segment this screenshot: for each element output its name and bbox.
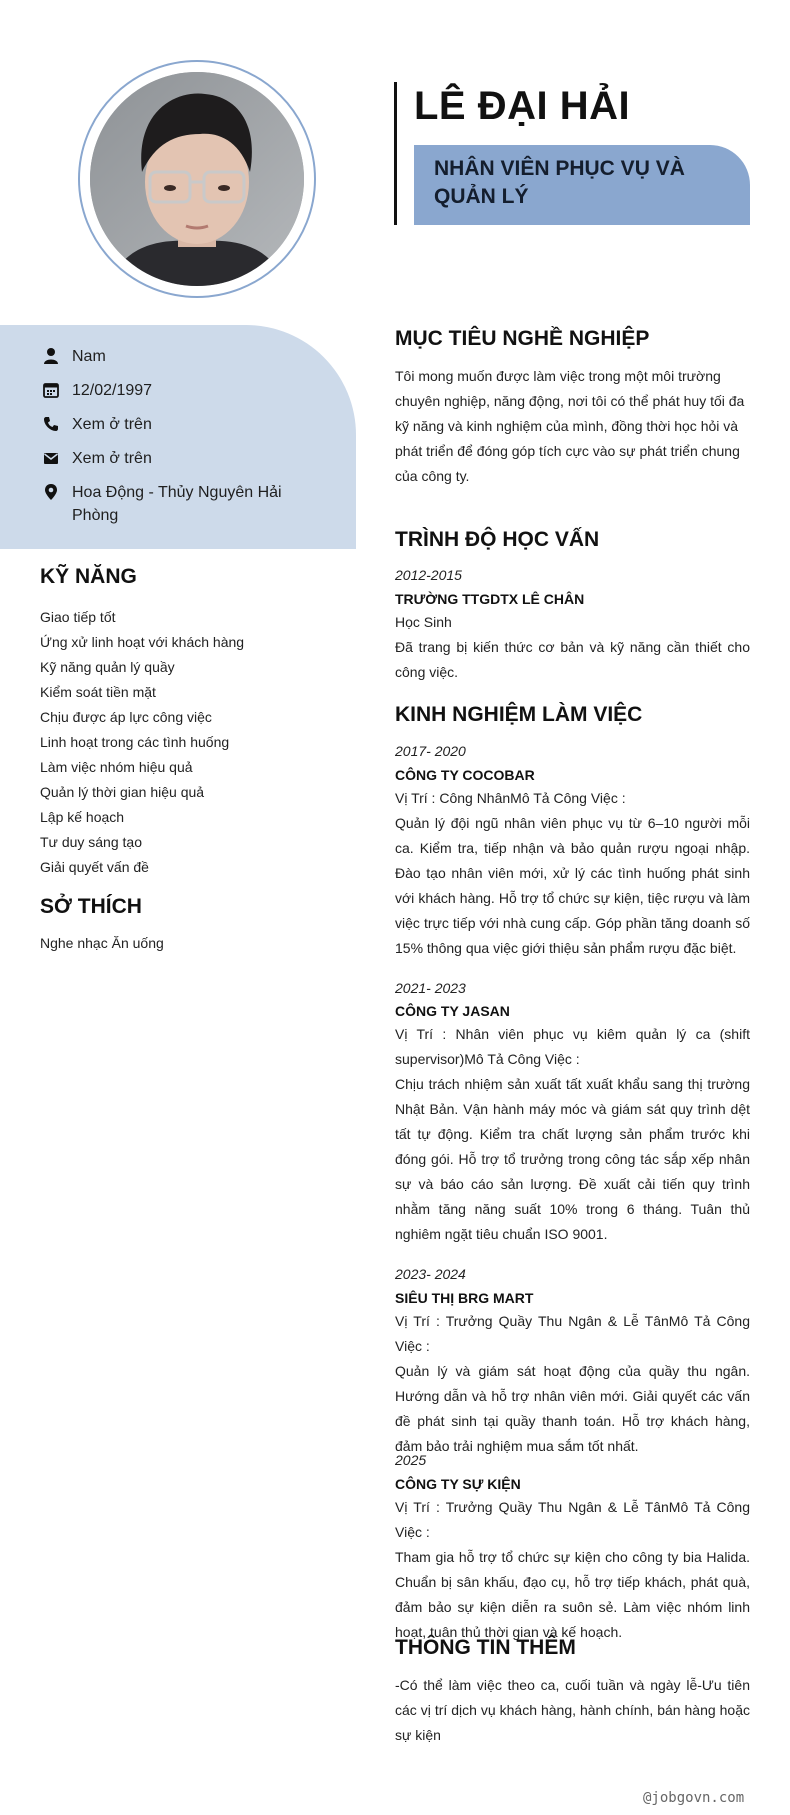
skill-item: Làm việc nhóm hiệu quả <box>40 759 193 775</box>
experience-company: CÔNG TY COCOBAR <box>395 767 535 783</box>
skill-item: Kiểm soát tiền mặt <box>40 684 156 700</box>
objective-text: Tôi mong muốn được làm việc trong một môi trường chuyên nghiệp, năng động, nơi tôi có thể phát huy tối đa kỹ năng và kinh nghiệm của mình, đồng thời học hỏi và phát triển để đóng góp tích cực vào sự phát triển chung của công ty. <box>395 368 745 484</box>
experience-period: 2023- 2024 <box>395 1266 466 1282</box>
location-pin-icon <box>42 483 60 501</box>
skill-item: Quản lý thời gian hiệu quả <box>40 784 205 800</box>
education-major: Học Sinh <box>395 614 452 630</box>
contact-email <box>42 447 292 470</box>
experience-period: 2021- 2023 <box>395 980 466 996</box>
experience-period: 2025 <box>395 1452 427 1468</box>
experience-heading: KINH NGHIỆM LÀM VIỆC <box>395 703 643 726</box>
skill-item: Kỹ năng quản lý quầy <box>40 659 175 675</box>
skill-item: Giao tiếp tốt <box>40 609 116 625</box>
contact-gender <box>42 345 292 368</box>
address-value: Hoa Động - Thủy Nguyên Hải Phòng <box>72 484 282 524</box>
education-description: Đã trang bị kiến thức cơ bản và kỹ năng cần thiết cho công việc. <box>395 639 750 680</box>
gender-value: Nam <box>72 348 106 365</box>
experience-description: Vị Trí : Nhân viên phục vụ kiêm quản lý ca (shift supervisor)Mô Tả Công Việc : Chịu trách nhiệm sản xuất tất xuất khẩu sang thị trường Nhật Bản. Vận hành máy móc và giám sát quy trình dệt tất tự động. Kiểm tra chất lượng sản phẩm trước khi đóng gói. Hỗ trợ tổ trưởng trong công tác sắp xếp nhân sự và báo cáo sản lượng. Đề xuất cải tiến quy trình nhằm tăng năng suất 10% trong 6 tháng. Tuân thủ nghiêm ngặt tiêu chuẩn ISO 9001. <box>395 1026 750 1242</box>
envelope-icon <box>42 449 60 467</box>
experience-company: CÔNG TY JASAN <box>395 1003 510 1019</box>
job-title-box <box>414 145 750 225</box>
watermark: @jobgovn.com <box>643 1790 745 1806</box>
person-icon <box>42 347 60 365</box>
experience-description: Vị Trí : Trưởng Quầy Thu Ngân & Lễ TânMô Tả Công Việc : Tham gia hỗ trợ tổ chức sự kiện cho công ty bia Halida. Chuẩn bị sân khấu, đạo cụ, hỗ trợ tiếp khách, phát quà, đảm bảo sự kiện diễn ra suôn sẻ. Làm việc nhóm linh hoạt, tuân thủ thời gian và kế hoạch. <box>395 1499 750 1640</box>
skill-item: Lập kế hoạch <box>40 809 125 825</box>
contact-birthday <box>42 379 292 402</box>
name-divider <box>394 82 397 225</box>
skill-item: Ứng xử linh hoạt với khách hàng <box>40 634 245 650</box>
additional-heading: THÔNG TIN THÊM <box>395 1636 576 1659</box>
contact-phone <box>42 413 292 436</box>
candidate-name: LÊ ĐẠI HẢI <box>414 84 631 128</box>
profile-photo <box>90 72 304 286</box>
skill-item: Linh hoạt trong các tình huống <box>40 734 230 750</box>
experience-description: Vị Trí : Công NhânMô Tả Công Việc : Quản lý đội ngũ nhân viên phục vụ từ 6–10 người mỗi ca. Kiểm tra, tiếp nhận và bảo quản rượu ngoại nhập. Đào tạo nhân viên mới, xử lý các tình huống phát sinh với khách hàng. Hỗ trợ tổ chức sự kiện, tiệc rượu và làm việc trực tiếp với nhà cung cấp. Góp phần tăng doanh số 15% thông qua việc giới thiệu sản phẩm rượu đặc biệt. <box>395 790 750 956</box>
avatar-frame <box>78 60 316 298</box>
phone-icon <box>42 415 60 433</box>
experience-company: SIÊU THỊ BRG MART <box>395 1290 534 1306</box>
hobbies-text: Nghe nhạc Ăn uống <box>40 935 164 951</box>
experience-period: 2017- 2020 <box>395 743 466 759</box>
experience-description: Vị Trí : Trưởng Quầy Thu Ngân & Lễ TânMô Tả Công Việc : Quản lý và giám sát hoạt động của quầy thu ngân. Hướng dẫn và hỗ trợ nhân viên mới. Giải quyết các vấn đề phát sinh tại quầy thanh toán. Hỗ trợ khách hàng, đảm bảo trải nghiệm mua sắm tốt nhất. <box>395 1313 750 1454</box>
skills-heading: KỸ NĂNG <box>40 565 137 588</box>
objective-heading: MỤC TIÊU NGHỀ NGHIỆP <box>395 327 650 350</box>
email-value: Xem ở trên <box>72 450 152 467</box>
birthday-value: 12/02/1997 <box>72 382 153 399</box>
calendar-icon <box>42 381 60 399</box>
avatar <box>90 72 304 286</box>
phone-value: Xem ở trên <box>72 416 152 433</box>
education-school: TRƯỜNG TTGDTX LÊ CHÂN <box>395 591 585 607</box>
skill-item: Giải quyết vấn đề <box>40 859 149 875</box>
contact-address <box>42 481 292 527</box>
job-title: NHÂN VIÊN PHỤC VỤ VÀ QUẢN LÝ <box>434 157 685 208</box>
education-period: 2012-2015 <box>395 567 462 583</box>
experience-company: CÔNG TY SỰ KIỆN <box>395 1476 521 1492</box>
additional-text: -Có thể làm việc theo ca, cuối tuần và ngày lễ-Ưu tiên các vị trí dịch vụ khách hàng, hành chính, bán hàng hoặc sự kiện <box>395 1677 750 1743</box>
skill-item: Chịu được áp lực công việc <box>40 709 212 725</box>
skills-list <box>40 605 244 880</box>
hobbies-heading: SỞ THÍCH <box>40 895 142 918</box>
education-heading: TRÌNH ĐỘ HỌC VẤN <box>395 528 600 551</box>
skill-item: Tư duy sáng tạo <box>40 834 142 850</box>
